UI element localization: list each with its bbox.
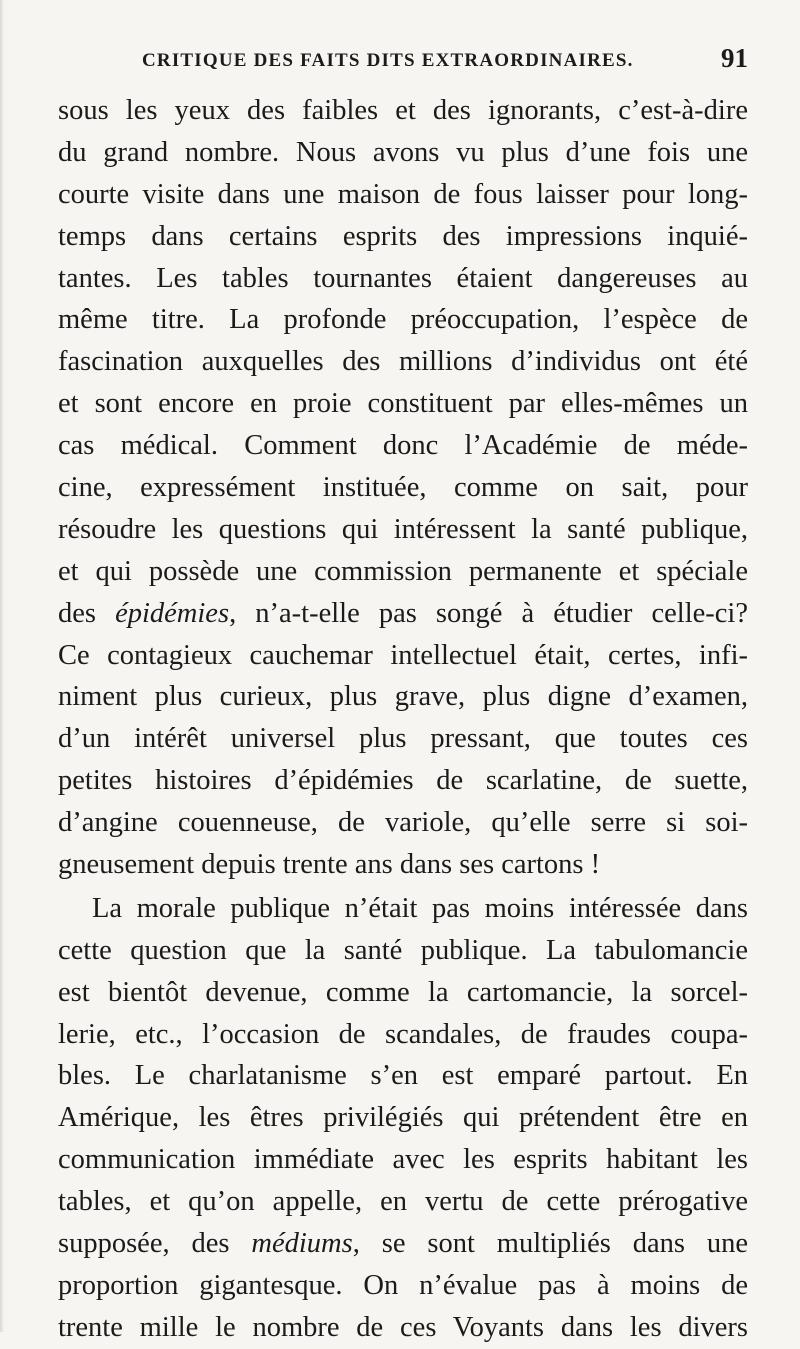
text-line: La morale publique n’était pas moins intéressée dans [92, 892, 748, 924]
paragraph-1 [58, 90, 748, 886]
text-run: , se sont multipliés dans une [352, 1228, 748, 1260]
text-run: , n’a-t-elle pas songé à étudier celle-ci? [229, 597, 748, 629]
text-line: gneusement depuis trente ans dans ses cartons ! [58, 849, 601, 881]
text-line: cette question que la santé publique. La tabulomancie [58, 934, 748, 966]
text-line: est bientôt devenue, comme la cartomancie, la sorcel- [58, 976, 748, 1008]
text-line: niment plus curieux, plus grave, plus digne d’examen, [58, 681, 748, 713]
text-line: résoudre les questions qui intéressent la santé publique, [58, 513, 748, 545]
italic-term: médiums [251, 1228, 353, 1260]
text-line: Amérique, les êtres privilégiés qui prétendent être en [58, 1102, 748, 1134]
text-line: proportion gigantesque. On n’évalue pas à moins de [58, 1269, 748, 1301]
page-header [58, 44, 748, 80]
text-run: supposée, des [58, 1228, 252, 1260]
text-line: petites histoires d’épidémies de scarlatine, de suette, [58, 765, 748, 797]
page-edge-shadow [0, 0, 4, 1332]
text-line: et qui possède une commission permanente et spéciale [58, 555, 748, 587]
text-line: trente mille le nombre de ces Voyants dans les divers [58, 1311, 748, 1343]
text-line: courte visite dans une maison de fous laisser pour long- [58, 178, 748, 210]
text-line-with-italic [58, 593, 748, 635]
text-line: sous les yeux des faibles et des ignorants, c’est-à-dire [58, 95, 748, 126]
text-line: d’angine couenneuse, de variole, qu’elle serre si soi- [58, 807, 748, 839]
text-line-with-italic [58, 1223, 748, 1265]
text-line: communication immédiate avec les esprits habitant les [58, 1144, 748, 1176]
text-line: cas médical. Comment donc l’Académie de méde- [58, 430, 748, 462]
text-line: cine, expressément instituée, comme on sait, pour [58, 472, 748, 504]
text-line: et sont encore en proie constituent par elles-mêmes un [58, 388, 748, 420]
running-head: CRITIQUE DES FAITS DITS EXTRAORDINAIRES. [142, 50, 634, 71]
text-line: du grand nombre. Nous avons vu plus d’une fois une [58, 136, 748, 168]
text-line: tantes. Les tables tournantes étaient dangereuses au [58, 262, 748, 294]
text-line: temps dans certains esprits des impressions inquié- [58, 220, 748, 252]
text-line: fascination auxquelles des millions d’individus ont été [58, 346, 748, 378]
text-line: tables, et qu’on appelle, en vertu de cette prérogative [58, 1186, 748, 1218]
text-line: d’un intérêt universel plus pressant, que toutes ces [58, 723, 748, 755]
text-run: des [58, 597, 116, 629]
text-line: même titre. La profonde préoccupation, l’espèce de [58, 304, 748, 336]
paragraph-2 [58, 888, 748, 1349]
text-line: lerie, etc., l’occasion de scandales, de fraudes coupa- [58, 1018, 748, 1050]
italic-term: épidémies [115, 597, 230, 629]
page-number: 91 [721, 43, 748, 73]
text-line: Ce contagieux cauchemar intellectuel était, certes, infi- [58, 639, 748, 671]
text-line: bles. Le charlatanisme s’en est emparé partout. En [58, 1060, 748, 1092]
body-text [58, 90, 748, 1349]
